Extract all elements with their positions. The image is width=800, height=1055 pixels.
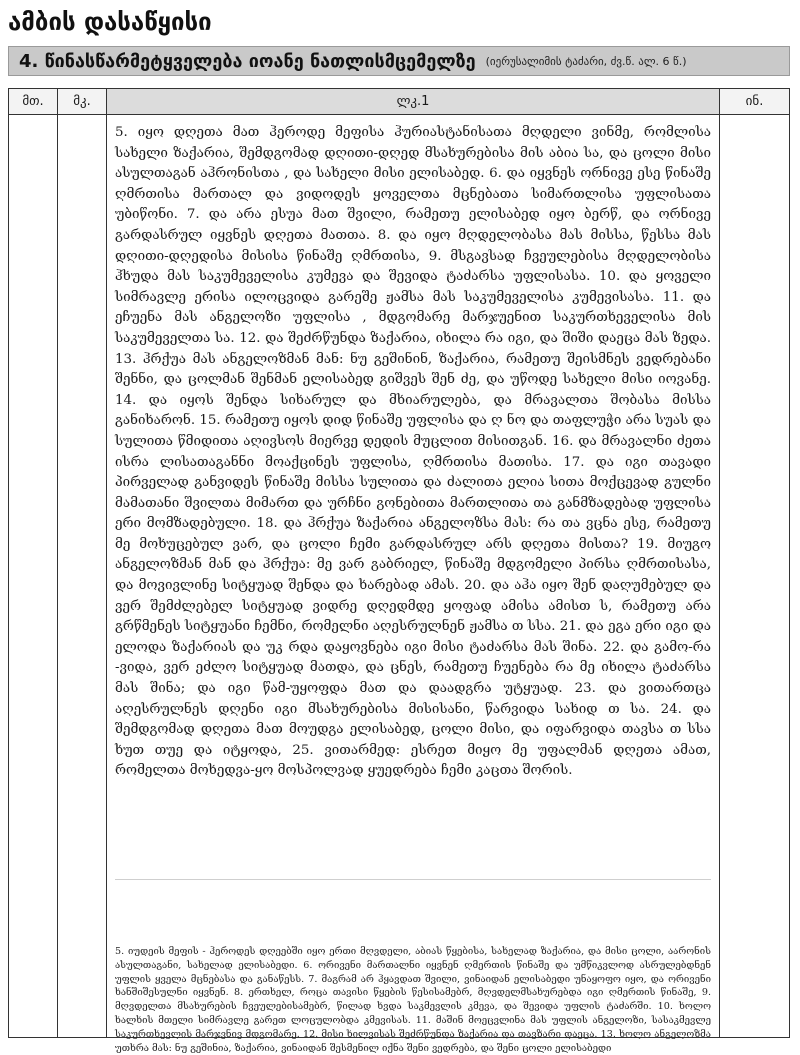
gospel-parallel-table xyxy=(8,88,790,1054)
column-header-john: ინ. xyxy=(720,89,789,115)
column-divider xyxy=(57,89,58,1037)
text-separator xyxy=(115,879,711,880)
chapter-title-bar xyxy=(8,46,790,76)
page-header: ამბის დასაწყისი xyxy=(8,8,212,36)
column-divider xyxy=(719,89,720,1037)
column-divider xyxy=(106,89,107,1037)
luke-old-georgian-text: 5. იყო დღეთა მათ ჰეროდე მეფისა ჰურიასტანისათა მღდელი ვინმე, რომლისა სახელი ზაქარია, შემდგომად დღითი-დღედ მსახურებისა მის აბია სა, და ცოლი მისი ასულთაგან აჰრონისთა , და სახელი მისი ელისაბედ. 6. და იყვნეს ორნივე ესე წინაშე ღმრთისა მართალ და ვიდოდეს ყოველთა მცნებათა სიმართლისა უფლისათა უბიწონი. 7. და არა ესუა მათ შვილი, რამეთუ ელისაბედ იყო ბერწ, და ორნივე გარდასრულ იყვნეს დღეთა მათთა. 8. და იყო მღდელობასა მას მისსა, წესსა მას დღითი-დღედისა მისისა წინაშე ღმრთისა, 9. მსგავსად ჩვეულებისა მღდელობისა ჰხუდა მას საკუმეველისა კუმევა და შევიდა ტაძარსა უფლისასა. 10. და ყოველი სიმრავლე ერისა ილოცვიდა გარეშე ჟამსა მას საკუმეველისა კუმევისასა. 11. და ეჩუენა მას ანგელოზი უფლისა , მდგომარე მარჯუენით საკურთხეველისა მის საკუმეველთა სა. 12. და შეძრწუნდა ზაქარია, იხილა რა იგი, და შიში დაეცა მას ზედა. 13. ჰრქუა მას ანგელოზმან მან: ნუ გეშინინ, ზაქარია, რამეთუ შეისმნეს ვედრებანი შენნი, და ცოლმან შენმან ელისაბედ გიშვეს შენ ძე, და უწოდე სახელი მისი იოვანე. 14. და იყოს შენდა სიხარულ და მხიარულება, და მრავალთა შობასა მისსა განიხარონ. 15. რამეთუ იყოს დიდ წინაშე უფლისა და ღ ნო და თაფლუჭი არა სუას და სულითა წმიდითა აღივსოს მიერვე დედის მუცლით მისითგან. 16. და მრავალნი ძეთა ისრა ლისათაგანნი მოაქცინეს უფლისა, ღმრთისა მათისა. 17. და იგი თავადი პირველად განვიდეს წინაშე მისსა სულითა და ძალითა ელია სითა მოქცევად გულნი მამათანი შვილთა მიმართ და ურჩნი გონებითა მართლითა თა განმზადებად უფლისა ერი მომზადებული. 18. და ჰრქუა ზაქარია ანგელოზსა მას: რა თა ვცნა ესე, რამეთუ მე მოხუცებულ ვარ, და ცოლი ჩემი გარდასრულ არს დღეთა მისთა? 19. მიუგო ანგელოზმან მან და ჰრქუა: მე ვარ გაბრიელ, წინაშე მდგომელი პირსა ღმრთისასა, და მოვივლინე სიტყუად შენდა და ხარებად ამას. 20. და აჰა იყო შენ დაღუმებულ და ვერ შემძლებელ სიტყუად ვიდრე დღედმდე ყოფად ამისა ამისთ ს, რამეთუ არა გრწმენეს სიტყუანი ჩემნი, რომელნი აღესრულნენ ჟამსა თ სსა. 21. და ეგა ერი იგი და ელოდა ზაქარიას და უკ რდა დაყოვნება იგი მისი ტაძარსა მას შინა. 22. და გამო-რა -ვიდა, ვერ ეძლო სიტყუად მათდა, და ცნეს, რამეთუ ჩუენება რა მე იხილა ტაძარსა მას შინა; და იგი წამ-უყოფდა მათ და დაადგრა უტყუად. 23. და ვითართცა აღესრულნეს დღენი იგი მსახურებისა მისისანი, წარვიდა სახიდ თ სა. 24. და შემდგომად დღეთა მათ მოუდგა ელისაბედ, ცოლი მისი, და იფარვიდა თავსა თ სსა ხუთ თუე და იტყოდა, 25. ვითარმედ: ესრეთ მიყო მე უფალმან დღეთა ამათ, რომელთა მოხედვა-ყო მოსპოლვად ყუედრება ჩემი კაცთა შორის. xyxy=(115,125,711,779)
column-header-luke: ლკ.1 xyxy=(107,89,719,115)
chapter-title: 4. წინასწარმეტყველება იოანე ნათლისმცემელზე xyxy=(19,50,476,72)
column-header-mark: მკ. xyxy=(58,89,106,115)
chapter-subtitle: (იერუსალიმის ტაძარი, ძვ.წ. ალ. 6 წ.) xyxy=(485,54,687,68)
luke-modern-georgian-text: 5. იუდეის მეფის - ჰეროდეს დღეებში იყო ერთი მღვდელი, აბიას წყებისა, სახელად ზაქარია, და მისი ცოლი, აარონის ასულთაგანი, სახელად ელისაბედი. 6. ორივენი მართალნი იყვნენ ღმერთის წინაშე და უმწიკვლოდ ასრულებდნენ უფლის ყველა მცნებასა და განაწესს. 7. მაგრამ არ ჰყავდათ შვილი, ვინაიდან ელისაბედი უნაყოფო იყო, და ორივენი ხანშიშესულნი იყვნენ. 8. ერთხელ, როცა თავისი წყების წესისამებრ, მღვდელმსახურებდა იგი ღმერთის წინაშე, 9. მღვდელთა მსახურების ჩვეულებისამებრ, წილად ხვდა საკმევლის კმევა, და შევიდა უფლის ტაძარში. 10. ხოლო ხალხის მთელი სიმრავლე გარეთ ლოცულობდა კმევისას. 11. მაშინ მოეცვლინა მას უფლის ანგელოზი, სასაკმევლე საკურთხევლის მარჯვნივ მდგომარე. 12. მისი ხილვისას შეძრწუნდა ზაქარია და თავზარი დაეცა. 13. ხოლო ანგელოზმა უთხრა მას: ნუ გეშინია, ზაქარია, ვინაიდან შესმენილ იქნა შენი ვედრება, და შენი ცოლი ელისაბედი xyxy=(115,946,711,1054)
column-header-matthew: მთ. xyxy=(9,89,57,115)
